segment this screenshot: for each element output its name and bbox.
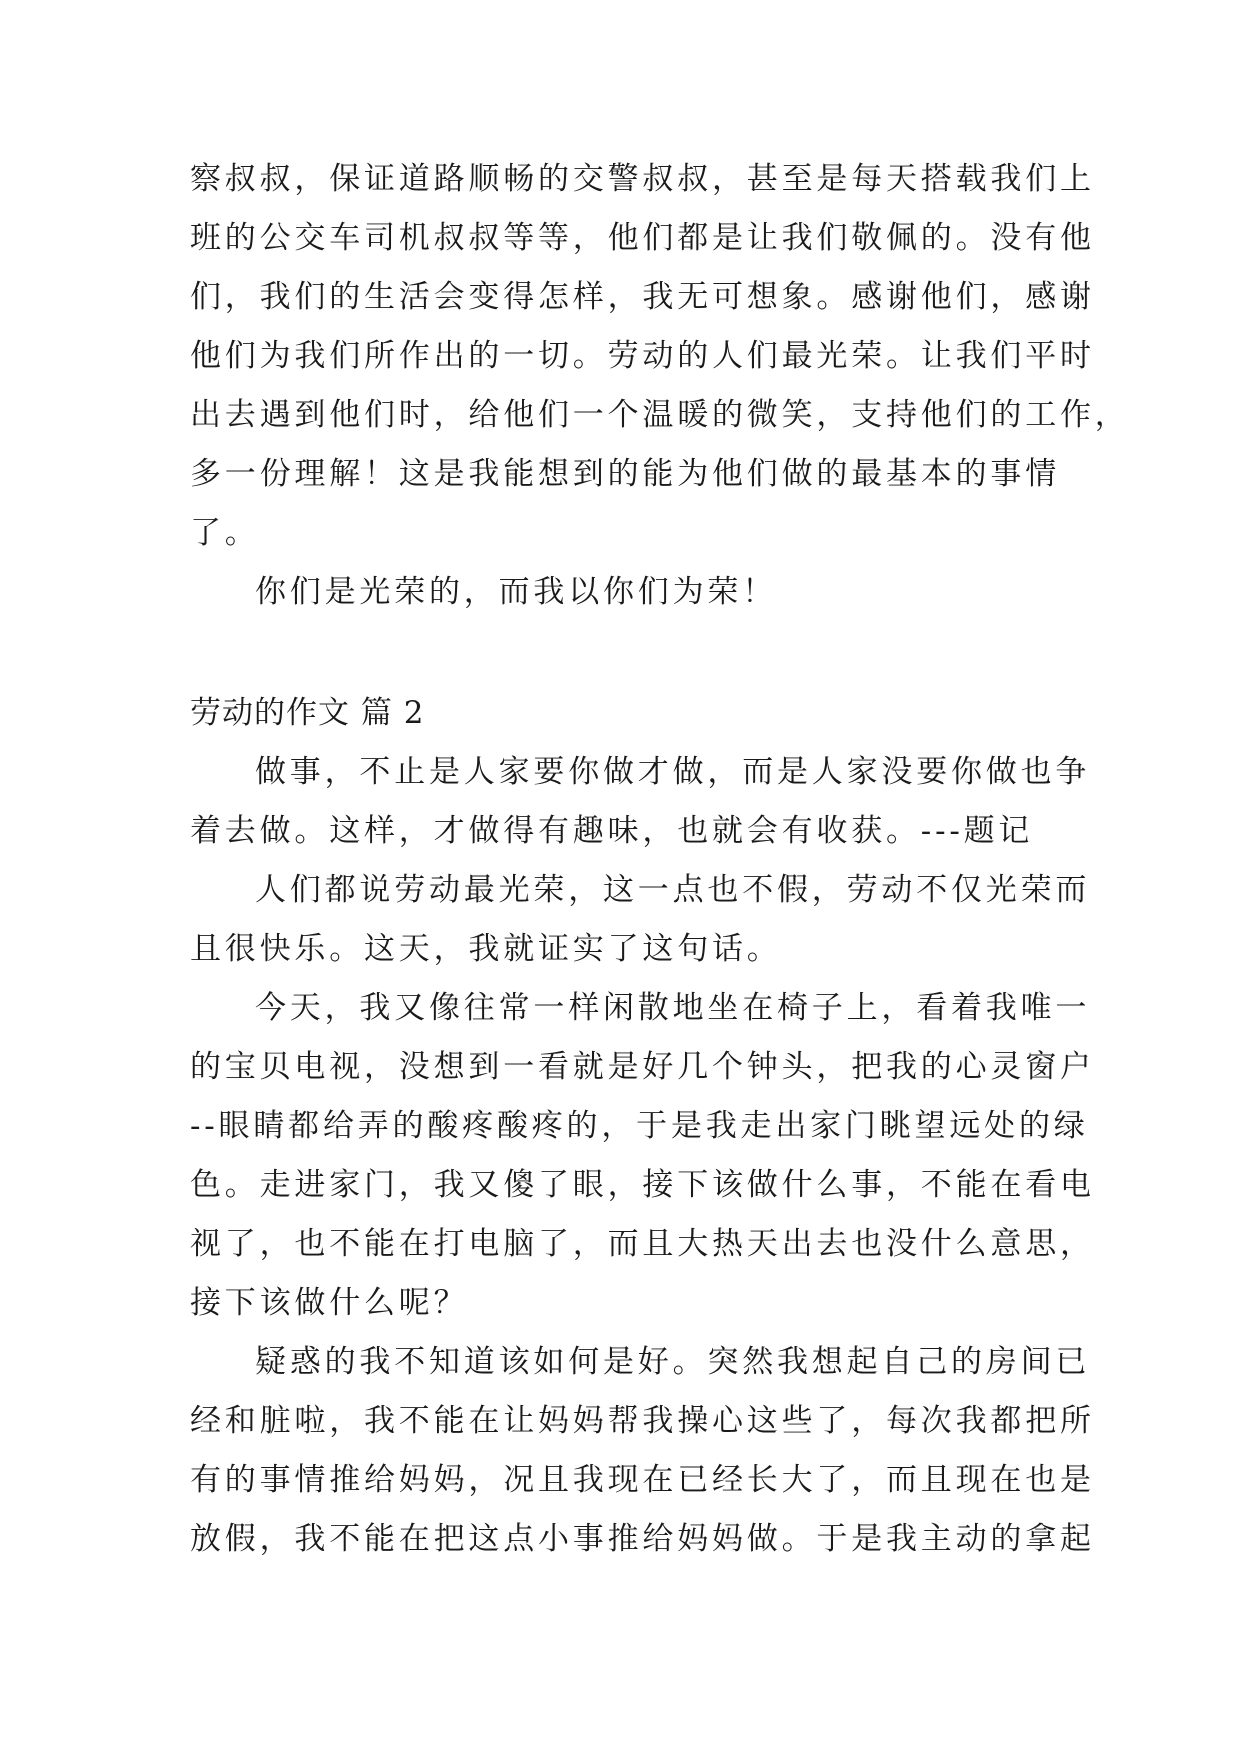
- section-heading: 劳动的作文 篇 2: [190, 695, 425, 731]
- text-line: 色。走进家门，我又傻了眼，接下该做什么事，不能在看电: [190, 1167, 1095, 1203]
- paragraph-2: [190, 861, 1091, 979]
- text-line: 人们都说劳动最光荣，这一点也不假，劳动不仅光荣而: [255, 872, 1091, 908]
- paragraph-3: [190, 979, 1095, 1333]
- text-line: 今天，我又像往常一样闲散地坐在椅子上，看着我唯一: [255, 990, 1091, 1026]
- spacer: [190, 622, 1070, 684]
- text-line: 做事，不止是人家要你做才做，而是人家没要你做也争: [255, 754, 1091, 790]
- text-line: 放假，我不能在把这点小事推给妈妈做。于是我主动的拿起: [190, 1521, 1095, 1557]
- paragraph-continued: [190, 150, 1130, 563]
- paragraph-closing: [190, 563, 1070, 622]
- text-line: 他们为我们所作出的一切。劳动的人们最光荣。让我们平时: [190, 338, 1095, 374]
- text-line: 察叔叔，保证道路顺畅的交警叔叔，甚至是每天搭载我们上: [190, 161, 1095, 197]
- text-line: 视了，也不能在打电脑了，而且大热天出去也没什么意思，: [190, 1226, 1095, 1262]
- text-line: 们，我们的生活会变得怎样，我无可想象。感谢他们，感谢: [190, 279, 1095, 315]
- text-line: 疑惑的我不知道该如何是好。突然我想起自己的房间已: [255, 1344, 1091, 1380]
- paragraph-1: [190, 743, 1091, 861]
- text-line: 了。: [190, 515, 260, 551]
- text-line: --眼睛都给弄的酸疼酸疼的，于是我走出家门眺望远处的绿: [190, 1108, 1089, 1144]
- text-line: 着去做。这样，才做得有趣味，也就会有收获。---题记: [190, 813, 1034, 849]
- text-line: 你们是光荣的，而我以你们为荣！: [255, 574, 777, 610]
- text-line: 的宝贝电视，没想到一看就是好几个钟头，把我的心灵窗户: [190, 1049, 1095, 1085]
- text-line: 出去遇到他们时，给他们一个温暖的微笑，支持他们的工作，: [190, 397, 1130, 433]
- text-line: 且很快乐。这天，我就证实了这句话。: [190, 931, 782, 967]
- text-line: 经和脏啦，我不能在让妈妈帮我操心这些了，每次我都把所: [190, 1403, 1095, 1439]
- text-line: 接下该做什么呢？: [190, 1285, 469, 1321]
- text-line: 多一份理解！这是我能想到的能为他们做的最基本的事情: [190, 456, 1060, 492]
- text-line: 班的公交车司机叔叔等等，他们都是让我们敬佩的。没有他: [190, 220, 1095, 256]
- paragraph-4: [190, 1333, 1095, 1569]
- text-line: 有的事情推给妈妈，况且我现在已经长大了，而且现在也是: [190, 1462, 1095, 1498]
- document-page: [190, 150, 1130, 1569]
